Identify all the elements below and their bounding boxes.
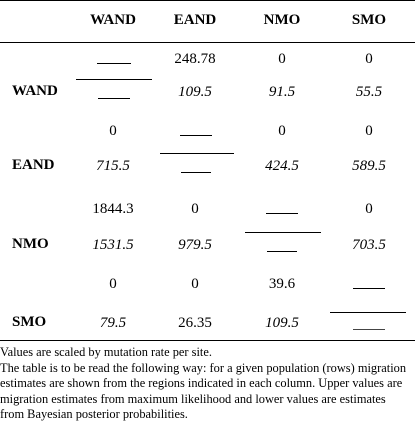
table-cell-upper: 0 xyxy=(191,201,199,217)
table-cell-lower: 1531.5 xyxy=(92,237,134,253)
table-footnotes xyxy=(0,345,412,423)
column-header-wand: WAND xyxy=(90,12,136,28)
diagonal-blank-lower xyxy=(181,172,211,173)
diagonal-blank-lower xyxy=(353,329,385,330)
footnote-scaling: Values are scaled by mutation rate per site. xyxy=(0,345,212,359)
table-cell-upper: 0 xyxy=(109,276,117,292)
table-cell-lower: 55.5 xyxy=(355,84,383,100)
table-cell-upper: 0 xyxy=(365,51,373,67)
table-cell-lower: 589.5 xyxy=(352,158,386,174)
table-header-rule xyxy=(0,42,415,43)
table-top-rule xyxy=(0,0,415,1)
table-cell-upper: 39.6 xyxy=(268,276,296,292)
table-cell-lower: 91.5 xyxy=(268,84,296,100)
table-cell-lower: 109.5 xyxy=(178,84,212,100)
footnote-reading-guide: The table is to be read the following way: for a given population (rows) migration estimates are shown from the regions indicated in each column. Upper values are migration estimates from maximum likelihood and lower values are estimates from Bayesian posterior probabilities. xyxy=(0,360,407,421)
table-cell-upper: 0 xyxy=(365,201,373,217)
diagonal-blank-upper xyxy=(266,213,298,214)
table-cell-upper: 248.78 xyxy=(174,51,216,67)
diagonal-blank-upper xyxy=(353,288,385,289)
table-cell-lower: 703.5 xyxy=(352,237,386,253)
diagonal-blank-upper xyxy=(97,63,131,64)
table-cell-upper: 0 xyxy=(191,276,199,292)
column-header-nmo: NMO xyxy=(263,12,301,28)
table-cell-upper: 0 xyxy=(278,123,286,139)
diagonal-cell-divider xyxy=(76,79,152,80)
table-cell-upper: 1844.3 xyxy=(92,201,134,217)
table-cell-upper: 0 xyxy=(278,51,286,67)
row-label-smo: SMO xyxy=(12,314,47,330)
diagonal-cell-divider xyxy=(245,232,321,233)
diagonal-cell-divider xyxy=(330,312,406,313)
table-cell-lower: 979.5 xyxy=(178,237,212,253)
table-cell-lower: 424.5 xyxy=(265,158,299,174)
row-label-eand: EAND xyxy=(12,157,55,173)
table-bottom-rule xyxy=(0,340,415,341)
table-cell-upper: 0 xyxy=(365,123,373,139)
table-cell-upper: 0 xyxy=(109,123,117,139)
diagonal-blank-upper xyxy=(180,135,212,136)
diagonal-blank-lower xyxy=(267,251,297,252)
column-header-eand: EAND xyxy=(173,12,217,28)
row-label-wand: WAND xyxy=(12,83,58,99)
diagonal-blank-lower xyxy=(98,98,130,99)
table-cell-lower: 26.35 xyxy=(178,315,212,331)
diagonal-cell-divider xyxy=(160,153,234,154)
column-header-smo: SMO xyxy=(351,12,387,28)
row-label-nmo: NMO xyxy=(12,236,49,252)
table-cell-lower: 715.5 xyxy=(96,158,130,174)
table-cell-lower: 79.5 xyxy=(99,315,127,331)
table-cell-lower: 109.5 xyxy=(265,315,299,331)
